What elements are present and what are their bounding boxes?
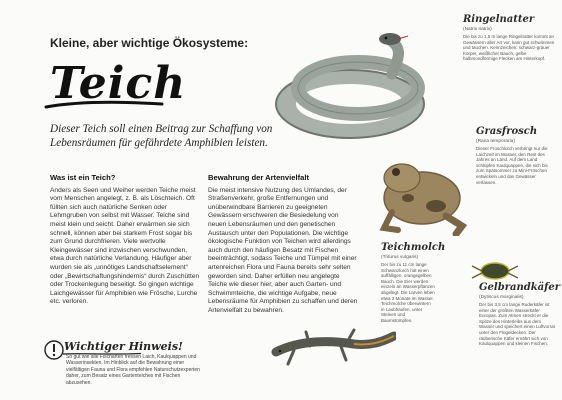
column-what-is-a-pond [50, 174, 200, 307]
smooth-newt-illustration [270, 322, 396, 372]
species-name: Gelbrandkäfer [479, 282, 561, 293]
species-text: Der bis 3,5 cm lange Ruderkäfer ist einer der größten Wasserkäfer Europas. Zum Atmen streckt er die Spitze des Hinterleibs aus dem Wasser und speichert einen Luftvorrat unter den Flügeldecken. Der räuberische Käfer ernährt sich von Kaulquappen und kleinen Fischen. [479, 302, 555, 347]
species-text: Die bis zu 1,5 m lange Ringelnatter kommt an Gewässern aller Art vor, kann gut schwimmen und tauchen. Kennzeichen: schwarz-grauer Körper, weißlicher Bauch, gelbe halbmondförmige Flecken am Hinterkopf. [463, 34, 555, 62]
grass-snake-illustration [262, 30, 458, 150]
column2-heading: Bewahrung der Artenvielfalt [208, 173, 309, 182]
species-latin: (Dytiscus marginalis) [479, 295, 524, 300]
hint-text: So gut wie alle Fischarten fressen Laich, Kaulquappen und Wasserinsekten. Im Hinblick auf die Bewahrung einer vielfältigen Fauna und Flora empfehlen Naturschutzexperten daher, zum Besatz eines Gartenteiches mit Fischen abzusehen. [66, 354, 200, 386]
species-common-frog [476, 126, 554, 185]
title-underline [44, 98, 164, 112]
exclamation-icon [44, 338, 64, 378]
common-frog-illustration [374, 150, 474, 236]
species-latin: (Rana temporaria) [476, 139, 515, 144]
hint-title: Wichtiger Hinweis! [64, 340, 183, 353]
species-latin: (Natrix natrix) [463, 27, 492, 32]
column1-heading: Was ist ein Teich? [50, 173, 116, 182]
species-latin: (Triturus vulgaris) [381, 255, 419, 260]
species-name: Ringelnatter [463, 14, 535, 25]
species-text: Der bis zu 11 cm lange Schwanzlurch hat einen auffälligen, orangegelben Bauch. Die Eier werden einzeln an Wasserpflanzen abgelegt. Die Larven leben etwa 3 Monate im Wasser. Teichmolche überwintern in Laubhaufen, unter Steinen und Baumstümpfen. [381, 262, 435, 323]
kicker-heading: Kleine, aber wichtige Ökosysteme: [50, 36, 249, 50]
species-diving-beetle [479, 282, 561, 347]
intro-text: Dieser Teich soll einen Beitrag zur Schaffung von Lebensräumen für gefährdete Amphibien leisten. [50, 123, 273, 149]
column1-body: Anders als Seen und Weiher werden Teiche meist vom Menschen angelegt, z. B. als Löschteich. Oft füllten sich auch natürliche Senken oder Lehmgruben von selbst mit Wasser. Teiche sind meist klein und seicht. Daher erwärmen sie sich schnell, können aber bei starkem Frost sogar bis zum Grund durchfrieren. Viele wertvolle Kleingewässer sind inzwischen verschwunden, etwa durch natürliche Verlandung. Häufiger aber wurden sie als „unnötiges Landschaftselement“ oder „Bewirtschaftungshindernis“ durch Zuschütten oder Trockenlegung beseitigt. So gingen wichtige Laichgewässer für Amphibien wie Frösche, Lurche etc. verloren. [50, 186, 200, 306]
species-text: Dieser Froschlurch verbringt nur die Laichzeit im Wasser, den Rest des Jahres an Land. Auf dem Land schlüpfen Kaulquappen, die sich bis zum Spätsommer zu Mini-Fröschen entwickeln und das Gewässer verlassen. [476, 146, 548, 185]
column-biodiversity [208, 174, 358, 316]
species-name: Grasfrosch [476, 126, 538, 137]
page-title: Teich [50, 58, 187, 109]
species-smooth-newt [381, 242, 446, 324]
species-name: Teichmolch [381, 242, 446, 253]
species-grass-snake [463, 14, 555, 62]
column2-body: Die meist intensive Nutzung des Umlandes, der Straßenverkehr, große Entfernungen und unüberwindbare Barrieren zu geeigneten Gewässern erschweren die Besiedelung von neuen Lebensräumen und den genetischen Austausch unter den Populationen. Die wichtige ökologische Funktion von Teichen wird allerdings auch durch den häufigen Besatz mit Fischen beeinträchtigt, sodass Teiche und Tümpel mit einer artenreichen Flora und Fauna bereits sehr selten geworden sind. Daher erfüllen neu angelegte Teiche wie dieser hier, aber auch Garten- und Schwimmteiche, die wichtige Aufgabe, neue Lebensräume für Amphibien zu schaffen und deren Artenvielfalt zu bewahren. [208, 186, 358, 314]
